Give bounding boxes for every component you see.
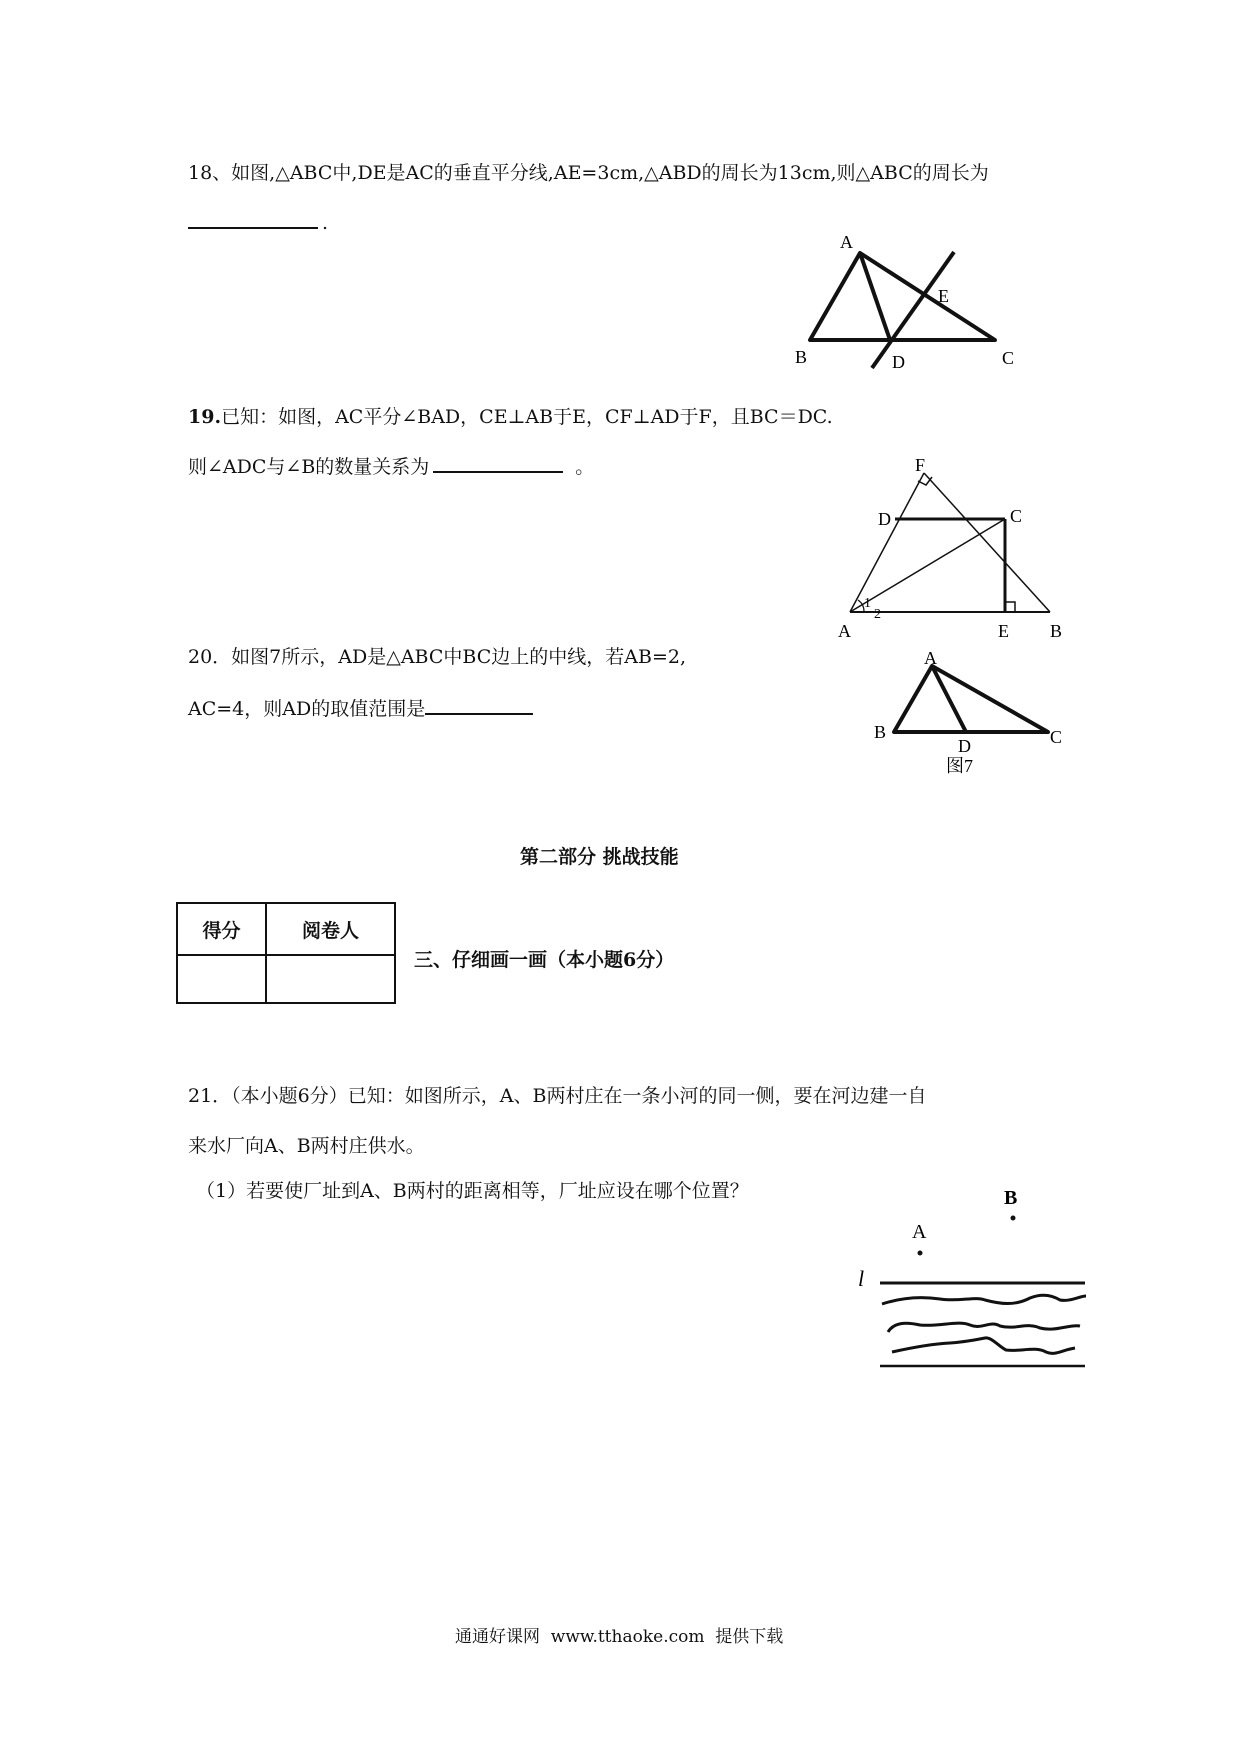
q19-label-d: D — [878, 509, 891, 529]
q20-statement: 20．如图7所示，AD是△ABC中BC边上的中线，若AB=2, — [188, 646, 686, 668]
q19-label-b: B — [1050, 621, 1063, 641]
q20-line1 — [188, 648, 686, 667]
q20-triangle-abc — [894, 666, 1048, 732]
q20-label-c: C — [1050, 727, 1063, 747]
q21-subquestion-1: （1）若要使厂址到A、B两村的距离相等，厂址应设在哪个位置？ — [196, 1180, 749, 1202]
q19-label-c: C — [1010, 506, 1023, 526]
q20-line2 — [188, 700, 537, 719]
q20-caption: 图7 — [946, 756, 973, 776]
score-table — [176, 902, 396, 1004]
q21-label-b: B — [1004, 1187, 1018, 1209]
q18-figure — [790, 228, 1050, 378]
q21-sub1 — [196, 1182, 749, 1201]
score-cell[interactable] — [177, 955, 266, 1003]
q21-statement: 21．（本小题6分）已知：如图所示，A、B两村庄在一条小河的同一侧，要在河边建一自 — [188, 1085, 927, 1107]
section3-title: 三、仔细画一画（本小题6分） — [414, 949, 675, 971]
score-header: 得分 — [177, 903, 266, 955]
q21-label-l: l — [858, 1266, 865, 1291]
q20-label-b: B — [874, 722, 887, 742]
q20-answer-blank[interactable] — [425, 711, 533, 715]
q18-label-a: A — [840, 232, 853, 252]
q18-label-e: E — [938, 286, 949, 306]
q18-text — [188, 164, 989, 183]
q21-point-b — [1011, 1216, 1016, 1221]
q21-figure — [850, 1180, 1095, 1380]
q19-label-1: 1 — [864, 596, 871, 611]
q19-line-ac — [850, 519, 1005, 612]
grader-header: 阅卷人 — [266, 903, 395, 955]
part2-title: 第二部分 挑战技能 — [520, 846, 679, 868]
q19-label-a: A — [838, 621, 851, 641]
q20-figure — [870, 648, 1070, 778]
q18-segment-ad — [860, 253, 890, 340]
q21-point-a — [918, 1251, 923, 1256]
q21-river-wave-3 — [892, 1338, 1075, 1353]
q19-question: 则∠ADC与∠B的数量关系为 — [188, 456, 430, 478]
q18-answer-line: . — [188, 214, 328, 233]
q19-figure — [830, 455, 1080, 650]
q20-label-a: A — [924, 648, 937, 668]
q21-river-wave-1 — [882, 1295, 1086, 1304]
q19-label-f: F — [915, 455, 926, 475]
q19-label-e: E — [998, 621, 1009, 641]
q18-label-d: D — [892, 352, 905, 372]
footer-text: 通通好课网 www.tthaoke.com 提供下载 — [455, 1627, 784, 1647]
q19-statement: 已知：如图，AC平分∠BAD，CE⊥AB于E，CF⊥AD于F，且BC＝DC. — [221, 406, 833, 428]
q18-statement: 18、如图,△ABC中,DE是AC的垂直平分线,AE=3cm,△ABD的周长为13cm,则△ABC的周长为 — [188, 162, 989, 184]
q21-line2 — [188, 1137, 425, 1156]
q21-line1 — [188, 1087, 926, 1106]
q19-line1 — [188, 408, 833, 427]
q18-label-b: B — [795, 347, 808, 367]
q20-label-d: D — [958, 736, 971, 756]
q21-label-a: A — [912, 1221, 927, 1243]
q19-number: 19. — [188, 406, 222, 428]
q19-line-af — [850, 473, 924, 612]
q18-answer-blank[interactable] — [188, 225, 318, 229]
q19-line-fb — [924, 473, 1050, 612]
grader-cell[interactable] — [266, 955, 395, 1003]
q19-label-2: 2 — [874, 607, 881, 622]
q21-river-wave-2 — [888, 1323, 1080, 1332]
q18-label-c: C — [1002, 348, 1015, 368]
q19-line2: 则∠ADC与∠B的数量关系为 。 — [188, 456, 595, 478]
q19-answer-blank[interactable] — [433, 469, 563, 473]
q20-question: AC=4，则AD的取值范围是 — [188, 698, 426, 720]
q21-statement-cont: 来水厂向A、B两村庄供水。 — [188, 1135, 425, 1157]
